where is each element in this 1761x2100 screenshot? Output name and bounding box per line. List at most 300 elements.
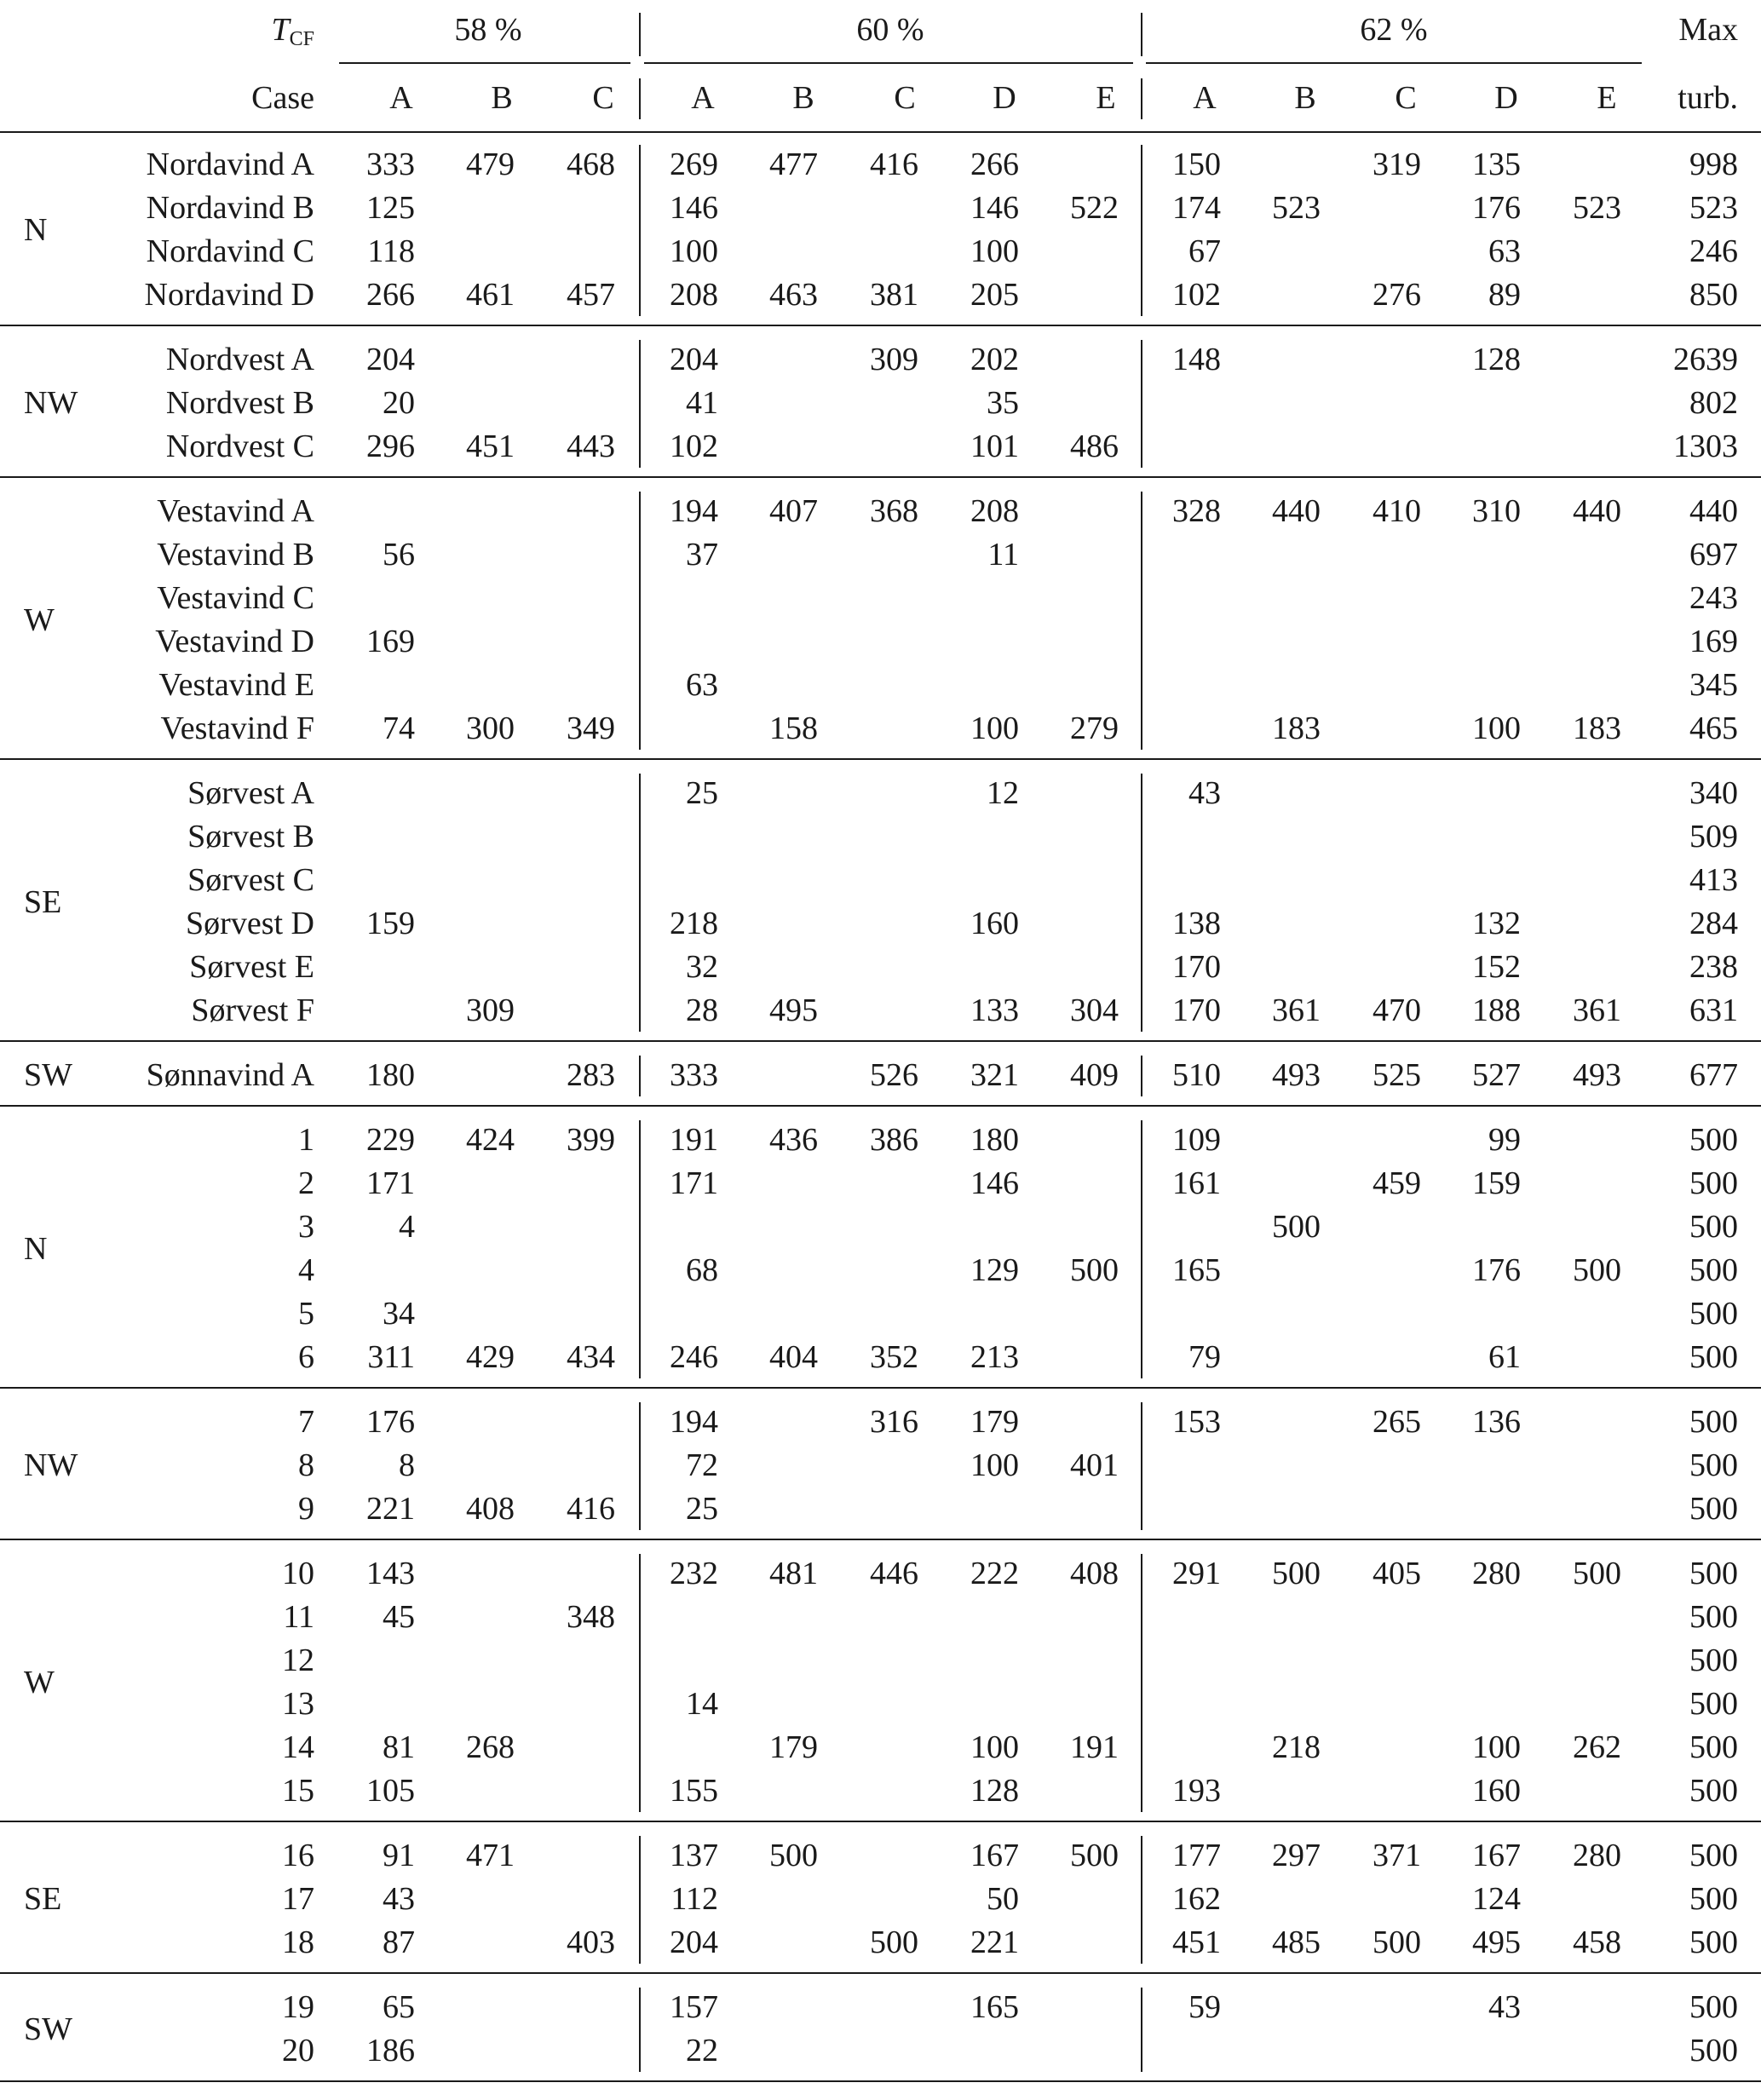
value-cell: 348 (567, 1599, 615, 1635)
value-cell: 481 (769, 1556, 818, 1591)
value-cell: 100 (970, 233, 1019, 269)
max-turb-value: 284 (1689, 906, 1738, 941)
group-separator (639, 1402, 641, 1530)
max-turb-value: 523 (1689, 190, 1738, 226)
subcolumn-header: E (1597, 80, 1617, 116)
value-cell: 495 (769, 992, 818, 1028)
value-cell: 14 (686, 1686, 718, 1722)
value-cell: 153 (1172, 1404, 1221, 1440)
subcolumn-header: B (491, 80, 513, 116)
value-cell: 22 (686, 2033, 718, 2068)
value-cell: 112 (670, 1881, 718, 1917)
value-cell: 155 (670, 1773, 718, 1809)
value-cell: 471 (466, 1838, 515, 1873)
value-cell: 218 (1272, 1729, 1321, 1765)
section-rule (0, 1105, 1761, 1107)
value-cell: 11 (987, 537, 1019, 572)
case-name: Sørvest A (187, 775, 314, 811)
value-cell: 159 (366, 906, 415, 941)
value-cell: 165 (1172, 1252, 1221, 1288)
value-cell: 213 (970, 1339, 1019, 1375)
value-cell: 451 (1172, 1925, 1221, 1960)
group-separator (639, 492, 641, 750)
value-cell: 403 (567, 1925, 615, 1960)
value-cell: 361 (1573, 992, 1621, 1028)
value-cell: 152 (1472, 949, 1521, 985)
max-turb-value: 340 (1689, 775, 1738, 811)
value-cell: 311 (367, 1339, 415, 1375)
group-header: 58 % (454, 12, 522, 48)
max-turb-value: 500 (1689, 1491, 1738, 1527)
value-cell: 125 (366, 190, 415, 226)
value-cell: 408 (1070, 1556, 1119, 1591)
value-cell: 470 (1373, 992, 1421, 1028)
value-cell: 500 (1573, 1252, 1621, 1288)
value-cell: 459 (1373, 1165, 1421, 1201)
case-name: Vestavind F (160, 711, 314, 746)
value-cell: 169 (366, 624, 415, 659)
tcf-label (0, 14, 314, 49)
max-turb-value: 500 (1689, 1686, 1738, 1722)
case-name: 7 (298, 1404, 314, 1440)
group-rule (339, 62, 630, 64)
value-cell: 188 (1472, 992, 1521, 1028)
value-cell: 266 (366, 277, 415, 313)
value-cell: 222 (970, 1556, 1019, 1591)
value-cell: 102 (670, 429, 718, 464)
case-name: Nordavind A (146, 147, 314, 182)
max-turb-value: 413 (1689, 862, 1738, 898)
value-cell: 268 (466, 1729, 515, 1765)
value-cell: 204 (670, 342, 718, 377)
value-cell: 4 (399, 1209, 415, 1245)
case-name: Sørvest B (187, 819, 314, 854)
value-cell: 124 (1472, 1881, 1521, 1917)
value-cell: 486 (1070, 429, 1119, 464)
subcolumn-header: B (1294, 80, 1316, 116)
value-cell: 56 (383, 537, 415, 572)
value-cell: 205 (970, 277, 1019, 313)
value-cell: 399 (567, 1122, 615, 1158)
value-cell: 34 (383, 1296, 415, 1332)
value-cell: 129 (970, 1252, 1019, 1288)
max-turb-value: 246 (1689, 233, 1738, 269)
value-cell: 510 (1172, 1057, 1221, 1093)
value-cell: 157 (670, 1989, 718, 2025)
max-turb-value: 697 (1689, 537, 1738, 572)
value-cell: 436 (769, 1122, 818, 1158)
value-cell: 68 (686, 1252, 718, 1288)
group-rule (1146, 62, 1642, 64)
value-cell: 63 (686, 667, 718, 703)
value-cell: 446 (870, 1556, 918, 1591)
value-cell: 381 (870, 277, 918, 313)
value-cell: 194 (670, 1404, 718, 1440)
group-separator (1141, 145, 1142, 316)
value-cell: 283 (567, 1057, 615, 1093)
subcolumn-header: D (993, 80, 1016, 116)
value-cell: 91 (383, 1838, 415, 1873)
group-separator (639, 1554, 641, 1812)
tcf-symbol: T (271, 12, 290, 48)
section-rule (0, 1539, 1761, 1540)
value-cell: 25 (686, 1491, 718, 1527)
case-name: Vestavind E (158, 667, 314, 703)
value-cell: 463 (769, 277, 818, 313)
max-turb-header: turb. (1678, 80, 1738, 116)
value-cell: 304 (1070, 992, 1119, 1028)
value-cell: 479 (466, 147, 515, 182)
case-name: Vestavind B (157, 537, 314, 572)
max-turb-value: 631 (1689, 992, 1738, 1028)
case-name: 6 (298, 1339, 314, 1375)
section-rule (0, 758, 1761, 760)
value-cell: 72 (686, 1447, 718, 1483)
value-cell: 440 (1573, 493, 1621, 529)
value-cell: 177 (1172, 1838, 1221, 1873)
value-cell: 50 (987, 1881, 1019, 1917)
case-name: Nordvest B (165, 385, 314, 421)
value-cell: 319 (1373, 147, 1421, 182)
case-name: 11 (283, 1599, 314, 1635)
section-rule (0, 325, 1761, 326)
case-name: 9 (298, 1491, 314, 1527)
case-name: 16 (282, 1838, 314, 1873)
value-cell: 202 (970, 342, 1019, 377)
case-header: Case (251, 80, 314, 116)
value-cell: 525 (1373, 1057, 1421, 1093)
value-cell: 300 (466, 711, 515, 746)
value-cell: 176 (366, 1404, 415, 1440)
value-cell: 500 (1272, 1556, 1321, 1591)
max-turb-value: 169 (1689, 624, 1738, 659)
value-cell: 218 (670, 906, 718, 941)
value-cell: 405 (1373, 1556, 1421, 1591)
tcf-subscript: CF (289, 28, 314, 50)
value-cell: 118 (367, 233, 415, 269)
value-cell: 87 (383, 1925, 415, 1960)
max-turb-value: 440 (1689, 493, 1738, 529)
value-cell: 500 (1272, 1209, 1321, 1245)
group-separator (639, 1988, 641, 2072)
value-cell: 100 (670, 233, 718, 269)
subcolumn-header: C (1395, 80, 1417, 116)
value-cell: 291 (1172, 1556, 1221, 1591)
value-cell: 176 (1472, 1252, 1521, 1288)
max-turb-value: 2639 (1673, 342, 1738, 377)
value-cell: 194 (670, 493, 718, 529)
value-cell: 500 (870, 1925, 918, 1960)
value-cell: 20 (383, 385, 415, 421)
direction-label: SE (24, 1881, 62, 1917)
group-header: 62 % (1360, 12, 1428, 48)
value-cell: 100 (970, 711, 1019, 746)
value-cell: 401 (1070, 1447, 1119, 1483)
value-cell: 179 (970, 1404, 1019, 1440)
value-cell: 170 (1172, 949, 1221, 985)
case-name: 10 (282, 1556, 314, 1591)
value-cell: 128 (1472, 342, 1521, 377)
case-name: 15 (282, 1773, 314, 1809)
max-turb-value: 345 (1689, 667, 1738, 703)
subcolumn-header: C (894, 80, 916, 116)
case-name: 12 (282, 1643, 314, 1678)
value-cell: 176 (1472, 190, 1521, 226)
value-cell: 59 (1188, 1989, 1221, 2025)
case-name: Sørvest E (189, 949, 314, 985)
max-turb-value: 1303 (1673, 429, 1738, 464)
value-cell: 265 (1373, 1404, 1421, 1440)
group-rule (644, 62, 1133, 64)
value-cell: 279 (1070, 711, 1119, 746)
section-rule (0, 1821, 1761, 1822)
value-cell: 276 (1373, 277, 1421, 313)
header-separator (639, 13, 641, 56)
max-turb-value: 500 (1689, 1404, 1738, 1440)
case-name: 18 (282, 1925, 314, 1960)
value-cell: 232 (670, 1556, 718, 1591)
value-cell: 368 (870, 493, 918, 529)
case-name: 8 (298, 1447, 314, 1483)
max-turb-value: 500 (1689, 1925, 1738, 1960)
value-cell: 440 (1272, 493, 1321, 529)
value-cell: 180 (970, 1122, 1019, 1158)
case-name: 2 (298, 1165, 314, 1201)
value-cell: 523 (1573, 190, 1621, 226)
value-cell: 500 (1070, 1838, 1119, 1873)
value-cell: 165 (970, 1989, 1019, 2025)
value-cell: 79 (1188, 1339, 1221, 1375)
case-name: 1 (298, 1122, 314, 1158)
value-cell: 143 (366, 1556, 415, 1591)
value-cell: 468 (567, 147, 615, 182)
value-cell: 191 (670, 1122, 718, 1158)
value-cell: 148 (1172, 342, 1221, 377)
max-turb-value: 238 (1689, 949, 1738, 985)
max-turb-value: 500 (1689, 1209, 1738, 1245)
value-cell: 451 (466, 429, 515, 464)
value-cell: 43 (383, 1881, 415, 1917)
header-separator (1141, 13, 1142, 56)
group-separator (1141, 1988, 1142, 2072)
case-name: Sørvest D (186, 906, 314, 941)
value-cell: 443 (567, 429, 615, 464)
header-separator (639, 78, 641, 119)
case-name: Nordavind D (144, 277, 314, 313)
group-header: 60 % (856, 12, 924, 48)
value-cell: 167 (1472, 1838, 1521, 1873)
value-cell: 458 (1573, 1925, 1621, 1960)
value-cell: 105 (366, 1773, 415, 1809)
value-cell: 138 (1172, 906, 1221, 941)
value-cell: 262 (1573, 1729, 1621, 1765)
case-name: 4 (298, 1252, 314, 1288)
direction-label: SW (24, 2011, 72, 2047)
section-rule (0, 1040, 1761, 1042)
subcolumn-header: A (1193, 80, 1217, 116)
value-cell: 67 (1188, 233, 1221, 269)
value-cell: 500 (1070, 1252, 1119, 1288)
value-cell: 133 (970, 992, 1019, 1028)
value-cell: 371 (1373, 1838, 1421, 1873)
value-cell: 500 (1373, 1925, 1421, 1960)
value-cell: 434 (567, 1339, 615, 1375)
value-cell: 170 (1172, 992, 1221, 1028)
value-cell: 32 (686, 949, 718, 985)
value-cell: 162 (1172, 1881, 1221, 1917)
value-cell: 523 (1272, 190, 1321, 226)
subcolumn-header: A (389, 80, 413, 116)
group-separator (1141, 774, 1142, 1032)
value-cell: 89 (1488, 277, 1521, 313)
max-header: Max (1678, 12, 1738, 48)
subcolumn-header: D (1494, 80, 1518, 116)
case-name: Vestavind C (157, 580, 314, 616)
header-rule (0, 131, 1761, 133)
max-turb-value: 802 (1689, 385, 1738, 421)
value-cell: 186 (366, 2033, 415, 2068)
value-cell: 461 (466, 277, 515, 313)
value-cell: 246 (670, 1339, 718, 1375)
value-cell: 41 (686, 385, 718, 421)
value-cell: 183 (1272, 711, 1321, 746)
value-cell: 349 (567, 711, 615, 746)
value-cell: 193 (1172, 1773, 1221, 1809)
value-cell: 495 (1472, 1925, 1521, 1960)
value-cell: 159 (1472, 1165, 1521, 1201)
value-cell: 25 (686, 775, 718, 811)
subcolumn-header: A (691, 80, 715, 116)
value-cell: 328 (1172, 493, 1221, 529)
value-cell: 280 (1573, 1838, 1621, 1873)
value-cell: 63 (1488, 233, 1521, 269)
case-name: Sørvest C (187, 862, 314, 898)
value-cell: 102 (1172, 277, 1221, 313)
value-cell: 269 (670, 147, 718, 182)
value-cell: 37 (686, 537, 718, 572)
max-turb-value: 500 (1689, 1296, 1738, 1332)
value-cell: 204 (670, 1925, 718, 1960)
subcolumn-header: E (1096, 80, 1116, 116)
value-cell: 146 (970, 1165, 1019, 1201)
group-separator (639, 145, 641, 316)
value-cell: 74 (383, 711, 415, 746)
case-name: Nordvest A (165, 342, 314, 377)
value-cell: 404 (769, 1339, 818, 1375)
value-cell: 179 (769, 1729, 818, 1765)
value-cell: 296 (366, 429, 415, 464)
max-turb-value: 509 (1689, 819, 1738, 854)
value-cell: 410 (1373, 493, 1421, 529)
value-cell: 43 (1188, 775, 1221, 811)
value-cell: 161 (1172, 1165, 1221, 1201)
value-cell: 493 (1272, 1057, 1321, 1093)
group-separator (639, 774, 641, 1032)
max-turb-value: 500 (1689, 1773, 1738, 1809)
case-name: 17 (282, 1881, 314, 1917)
value-cell: 100 (1472, 711, 1521, 746)
value-cell: 221 (366, 1491, 415, 1527)
value-cell: 100 (970, 1447, 1019, 1483)
max-turb-value: 500 (1689, 1881, 1738, 1917)
direction-label: NW (24, 385, 78, 421)
direction-label: W (24, 601, 55, 638)
direction-label: NW (24, 1447, 78, 1483)
group-separator (639, 1836, 641, 1964)
header-separator (1141, 78, 1142, 119)
value-cell: 160 (1472, 1773, 1521, 1809)
direction-label: SW (24, 1057, 72, 1093)
max-turb-value: 500 (1689, 1447, 1738, 1483)
max-turb-value: 500 (1689, 1729, 1738, 1765)
case-name: Sønnavind A (146, 1057, 314, 1093)
value-cell: 109 (1172, 1122, 1221, 1158)
value-cell: 100 (970, 1729, 1019, 1765)
max-turb-value: 500 (1689, 1165, 1738, 1201)
case-name: Nordavind B (146, 190, 314, 226)
value-cell: 160 (970, 906, 1019, 941)
group-separator (1141, 1120, 1142, 1378)
direction-label: W (24, 1664, 55, 1700)
group-separator (639, 1120, 641, 1378)
value-cell: 416 (567, 1491, 615, 1527)
value-cell: 167 (970, 1838, 1019, 1873)
value-cell: 183 (1573, 711, 1621, 746)
value-cell: 204 (366, 342, 415, 377)
value-cell: 174 (1172, 190, 1221, 226)
value-cell: 408 (466, 1491, 515, 1527)
value-cell: 150 (1172, 147, 1221, 182)
value-cell: 208 (970, 493, 1019, 529)
case-name: Vestavind A (157, 493, 314, 529)
value-cell: 522 (1070, 190, 1119, 226)
group-separator (639, 340, 641, 468)
max-turb-value: 850 (1689, 277, 1738, 313)
value-cell: 28 (686, 992, 718, 1028)
value-cell: 65 (383, 1989, 415, 2025)
value-cell: 333 (670, 1057, 718, 1093)
value-cell: 500 (769, 1838, 818, 1873)
case-name: 19 (282, 1989, 314, 2025)
case-name: 13 (282, 1686, 314, 1722)
value-cell: 297 (1272, 1838, 1321, 1873)
case-name: Nordavind C (146, 233, 314, 269)
value-cell: 280 (1472, 1556, 1521, 1591)
value-cell: 409 (1070, 1057, 1119, 1093)
section-rule (0, 1972, 1761, 1974)
value-cell: 527 (1472, 1057, 1521, 1093)
case-name: Sørvest F (191, 992, 314, 1028)
max-turb-value: 500 (1689, 1556, 1738, 1591)
value-cell: 457 (567, 277, 615, 313)
value-cell: 352 (870, 1339, 918, 1375)
case-name: 3 (298, 1209, 314, 1245)
value-cell: 171 (366, 1165, 415, 1201)
value-cell: 100 (1472, 1729, 1521, 1765)
value-cell: 99 (1488, 1122, 1521, 1158)
value-cell: 191 (1070, 1729, 1119, 1765)
value-cell: 485 (1272, 1925, 1321, 1960)
direction-label: N (24, 1230, 48, 1267)
max-turb-value: 500 (1689, 1339, 1738, 1375)
value-cell: 81 (383, 1729, 415, 1765)
section-rule (0, 476, 1761, 478)
max-turb-value: 500 (1689, 2033, 1738, 2068)
value-cell: 180 (366, 1057, 415, 1093)
value-cell: 171 (670, 1165, 718, 1201)
value-cell: 309 (466, 992, 515, 1028)
value-cell: 43 (1488, 1989, 1521, 2025)
